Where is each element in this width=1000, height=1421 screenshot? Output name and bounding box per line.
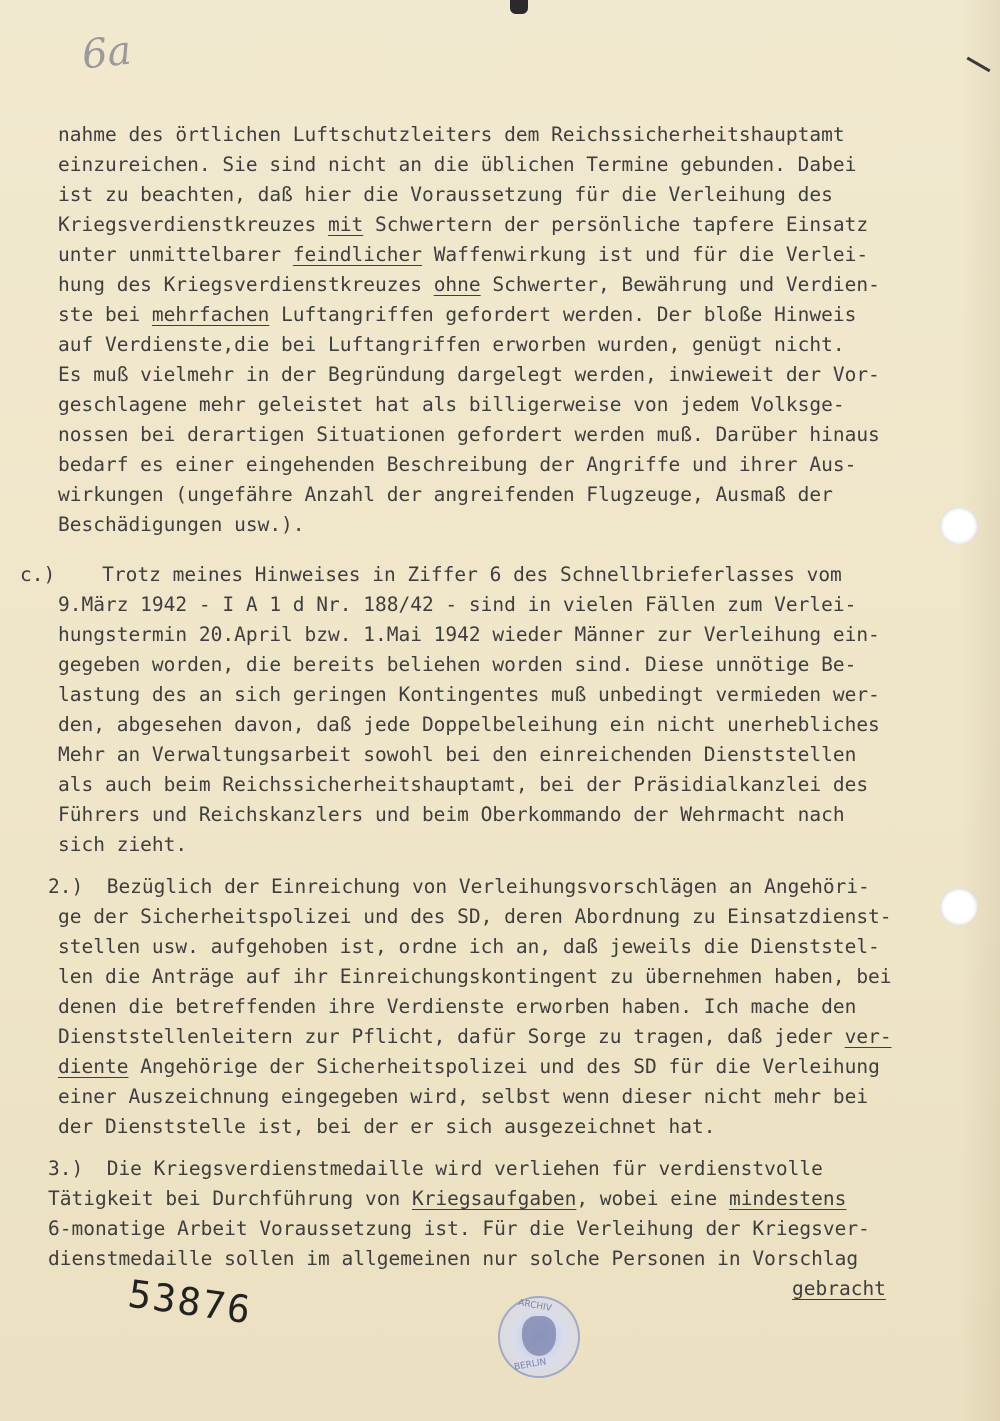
punch-hole-upper bbox=[940, 507, 978, 545]
text-line: ist zu beachten, daß hier die Voraussetzung für die Verleihung des bbox=[58, 183, 833, 206]
text-segment: Angehörige der Sicherheitspolizei und des SD für die Verleihung bbox=[128, 1055, 880, 1078]
text-line bbox=[792, 1274, 886, 1304]
text-line: einzureichen. Sie sind nicht an die üblichen Termine gebunden. Dabei bbox=[58, 153, 857, 176]
text-line bbox=[58, 1052, 880, 1082]
text-segment: unter unmittelbarer bbox=[58, 243, 293, 266]
text-segment: Tätigkeit bei Durchführung von bbox=[48, 1187, 412, 1210]
text-line: denen die betreffenden ihre Verdienste erworben haben. Ich mache den bbox=[58, 995, 857, 1018]
underlined-word: diente bbox=[58, 1055, 129, 1078]
binder-clip-mark bbox=[510, 0, 528, 14]
text-line: bedarf es einer eingehenden Beschreibung der Angriffe und ihrer Aus- bbox=[58, 453, 857, 476]
text-line: wirkungen (ungefähre Anzahl der angreifenden Flugzeuge, Ausmaß der bbox=[58, 483, 833, 506]
text-line: auf Verdienste,die bei Luftangriffen erworben wurden, genügt nicht. bbox=[58, 333, 845, 356]
text-line: nossen bei derartigen Situationen gefordert werden muß. Darüber hinaus bbox=[58, 423, 880, 446]
text-line: einer Auszeichnung eingegeben wird, selbst wenn dieser nicht mehr bei bbox=[58, 1085, 869, 1108]
pencil-page-note: 6a bbox=[79, 27, 134, 79]
seal-emblem bbox=[522, 1316, 556, 1356]
seal-text-top: ARCHIV bbox=[517, 1298, 553, 1314]
text-segment: Kriegsverdienstkreuzes bbox=[58, 213, 329, 236]
underlined-word: ohne bbox=[433, 273, 481, 296]
text-line: ge der Sicherheitspolizei und des SD, deren Abordnung zu Einsatzdienst- bbox=[58, 905, 892, 928]
text-line bbox=[48, 1184, 846, 1214]
text-line bbox=[58, 240, 868, 270]
text-line: Es muß vielmehr in der Begründung dargelegt werden, inwieweit der Vor- bbox=[58, 363, 880, 386]
archive-seal-stamp bbox=[498, 1296, 580, 1378]
document-number-stamp: 53876 bbox=[125, 1271, 255, 1333]
underlined-word: ver- bbox=[844, 1025, 892, 1048]
text-line bbox=[58, 210, 868, 240]
underlined-word: feindlicher bbox=[292, 243, 422, 266]
underlined-word: gebracht bbox=[792, 1277, 886, 1300]
text-line: als auch beim Reichssicherheitshauptamt, bei der Präsidialkanzlei des bbox=[58, 773, 869, 796]
text-line: sich zieht. bbox=[58, 833, 188, 856]
text-line bbox=[58, 1022, 892, 1052]
text-line: den, abgesehen davon, daß jede Doppelbeleihung ein nicht unerhebliches bbox=[58, 713, 880, 736]
text-line: der Dienststelle ist, bei der er sich ausgezeichnet hat. bbox=[58, 1115, 716, 1138]
text-line: nahme des örtlichen Luftschutzleiters dem Reichssicherheitshauptamt bbox=[58, 123, 845, 146]
text-line: geschlagene mehr geleistet hat als billigerweise von jedem Volksge- bbox=[58, 393, 845, 416]
text-line: gegeben worden, die bereits beliehen worden sind. Diese unnötige Be- bbox=[58, 653, 857, 676]
text-segment: hung des Kriegsverdienstkreuzes bbox=[58, 273, 434, 296]
text-segment: , wobei eine bbox=[576, 1187, 729, 1210]
text-line bbox=[58, 300, 856, 330]
text-line: hungstermin 20.April bzw. 1.Mai 1942 wieder Männer zur Verleihung ein- bbox=[58, 623, 880, 646]
underlined-word: mit bbox=[328, 213, 364, 236]
text-segment: Luftangriffen gefordert werden. Der bloße Hinweis bbox=[269, 303, 857, 326]
text-line: Mehr an Verwaltungsarbeit sowohl bei den einreichenden Dienststellen bbox=[58, 743, 857, 766]
underlined-word: mehrfachen bbox=[151, 303, 270, 326]
text-line bbox=[58, 270, 880, 300]
text-line: 3.) Die Kriegsverdienstmedaille wird verliehen für verdienstvolle bbox=[48, 1157, 823, 1180]
text-line: 2.) Bezüglich der Einreichung von Verleihungsvorschlägen an Angehöri- bbox=[48, 875, 870, 898]
text-line: dienstmedaille sollen im allgemeinen nur solche Personen in Vorschlag bbox=[48, 1247, 859, 1270]
underlined-word: mindestens bbox=[728, 1187, 847, 1210]
text-segment: Schwertern der persönliche tapfere Einsatz bbox=[363, 213, 869, 236]
page-edge-shadow bbox=[960, 0, 1000, 1421]
text-line: 9.März 1942 - I A 1 d Nr. 188/42 - sind in vielen Fällen zum Verlei- bbox=[58, 593, 857, 616]
text-line: stellen usw. aufgehoben ist, ordne ich an, daß jeweils die Dienststel- bbox=[58, 935, 880, 958]
text-line: 6-monatige Arbeit Voraussetzung ist. Für die Verleihung der Kriegsver- bbox=[48, 1217, 870, 1240]
text-line: c.) Trotz meines Hinweises in Ziffer 6 des Schnellbrieferlasses vom bbox=[20, 563, 842, 586]
text-segment: Schwerter, Bewährung und Verdien- bbox=[480, 273, 880, 296]
punch-hole-lower bbox=[940, 888, 978, 926]
text-segment: ste bei bbox=[58, 303, 152, 326]
text-line: Führers und Reichskanzlers und beim Oberkommando der Wehrmacht nach bbox=[58, 803, 845, 826]
text-line: len die Anträge auf ihr Einreichungskontingent zu übernehmen haben, bei bbox=[58, 965, 892, 988]
underlined-word: Kriegsaufgaben bbox=[411, 1187, 577, 1210]
text-segment: Waffenwirkung ist und für die Verlei- bbox=[421, 243, 869, 266]
seal-text-bottom: BERLIN bbox=[513, 1357, 548, 1373]
text-line: lastung des an sich geringen Kontingentes muß unbedingt vermieden wer- bbox=[58, 683, 880, 706]
text-segment: Dienststellenleitern zur Pflicht, dafür Sorge zu tragen, daß jeder bbox=[58, 1025, 845, 1048]
text-line: Beschädigungen usw.). bbox=[58, 513, 305, 536]
